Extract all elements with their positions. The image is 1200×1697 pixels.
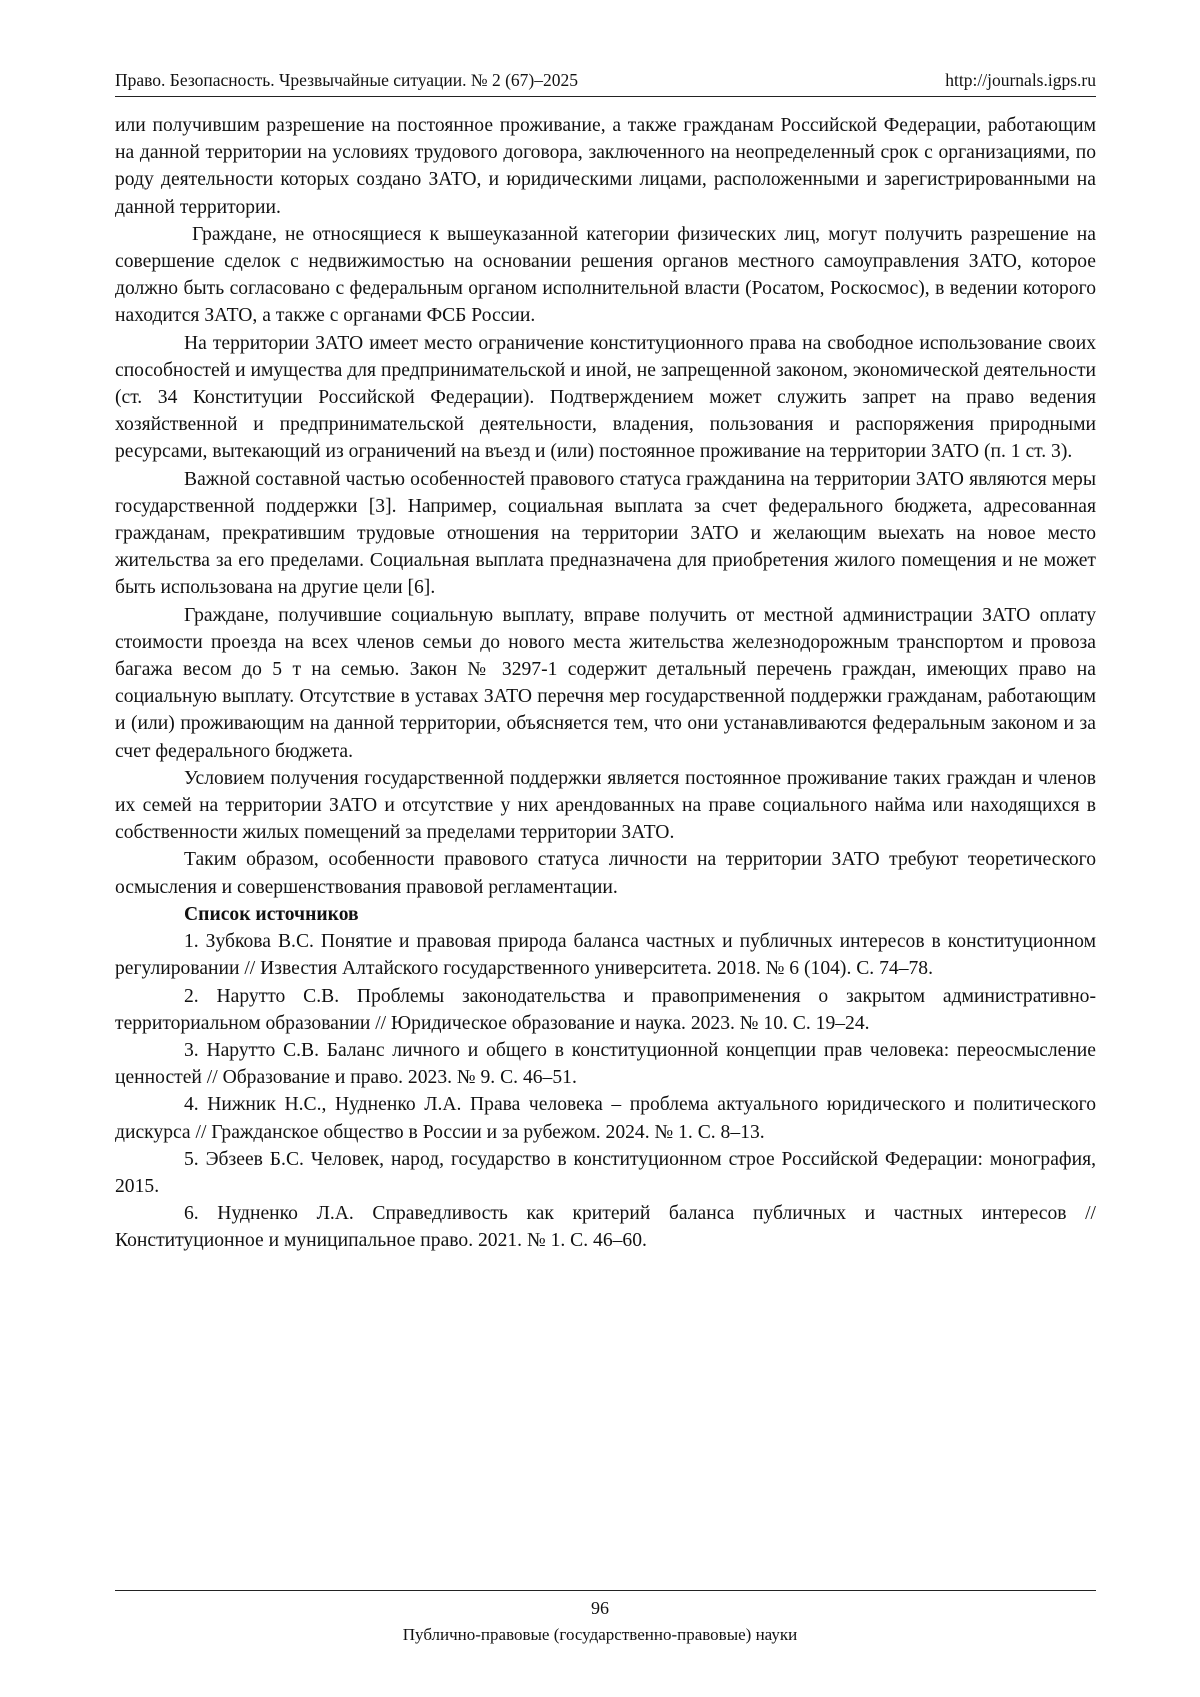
article-body [115,112,1096,1255]
reference-item: 1. Зубкова В.С. Понятие и правовая природа баланса частных и публичных интересов в конституционном регулировании // Известия Алтайского государственного университета. 2018. № 6 (104). С. 74–78. [115,931,1096,980]
paragraph: Граждане, не относящиеся к вышеуказанной категории физических лиц, могут получить разрешение на совершение сделок с недвижимостью на основании решения органов местного самоуправления ЗАТО, которое должно быть согласовано с федеральным органом исполнительной власти (Росатом, Роскосмос), в ведении которого находится ЗАТО, а также с органами ФСБ России. [115,223,1096,327]
paragraph: На территории ЗАТО имеет место ограничение конституционного права на свободное использование своих способностей и имущества для предпринимательской и иной, не запрещенной законом, экономической деятельности (ст. 34 Конституции Российской Федерации). Подтверждением может служить запрет на право ведения хозяйственной и предпринимательской деятельности, владения, пользования и распоряжения природными ресурсами, вытекающий из ограничений на въезд и (или) постоянное проживание на территории ЗАТО (п. 1 ст. 3). [115,332,1096,463]
reference-item: 3. Нарутто С.В. Баланс личного и общего в конституционной концепции прав человека: переосмысление ценностей // Образование и право. 2023. № 9. С. 46–51. [115,1039,1096,1089]
paragraph: Граждане, получившие социальную выплату, вправе получить от местной администрации ЗАТО оплату стоимости проезда на всех членов семьи до нового места жительства железнодорожным транспортом и провоза багажа весом до 5 т на семью. Закон № 3297-1 содержит детальный перечень граждан, имеющих право на социальную выплату. Отсутствие в уставах ЗАТО перечня мер государственной поддержки гражданам, работающим и (или) проживающим на данной территории, объясняется тем, что они устанавливаются федеральным законом и за счет федерального бюджета. [115,604,1096,762]
paragraph: или получившим разрешение на постоянное проживание, а также гражданам Российской Федерации, работающим на данной территории на условиях трудового договора, заключенного на неопределенный срок с организациями, по роду деятельности которых создано ЗАТО, и юридическими лицами, расположенными и зарегистрированными на данной территории. [115,115,1096,218]
references-heading: Список источников [184,903,359,925]
reference-item: 6. Нудненко Л.А. Справедливость как критерий баланса публичных и частных интересов // Конституционное и муниципальное право. 2021. № 1. С. 46–60. [115,1203,1096,1252]
paragraph: Таким образом, особенности правового статуса личности на территории ЗАТО требуют теоретического осмысления и совершенствования правовой регламентации. [115,849,1096,898]
footer-section-title: Публично-правовые (государственно-правовые) науки [402,1625,798,1644]
paragraph: Важной составной частью особенностей правового статуса гражданина на территории ЗАТО являются меры государственной поддержки [3]. Например, социальная выплата за счет федерального бюджета, адресованная гражданам, прекратившим трудовые отношения на территории ЗАТО и желающим выехать на новое место жительства за его пределами. Социальная выплата предназначена для приобретения жилого помещения и не может быть использована на другие цели [6]. [115,468,1096,599]
journal-title: Право. Безопасность. Чрезвычайные ситуации. № 2 (67)–2025 [115,70,579,90]
reference-item: 5. Эбзеев Б.С. Человек, народ, государство в конституционном строе Российской Федерации: монография, 2015. [115,1148,1096,1197]
reference-item: 2. Нарутто С.В. Проблемы законодательства и правоприменения о закрытом административно-территориальном образовании // Юридическое образование и наука. 2023. № 10. С. 19–24. [115,985,1096,1034]
journal-url: http://journals.igps.ru [945,70,1096,90]
reference-item: 4. Нижник Н.С., Нудненко Л.А. Права человека – проблема актуального юридического и политического дискурса // Гражданское общество в России и за рубежом. 2024. № 1. С. 8–13. [115,1094,1096,1143]
footer-divider [115,1590,1096,1591]
running-header [115,66,1096,97]
paragraph: Условием получения государственной поддержки является постоянное проживание таких граждан и членов их семей на территории ЗАТО и отсутствие у них арендованных на праве социального найма или находящихся в собственности жилых помещений за пределами территории ЗАТО. [115,767,1096,844]
page-number: 96 [591,1598,609,1618]
